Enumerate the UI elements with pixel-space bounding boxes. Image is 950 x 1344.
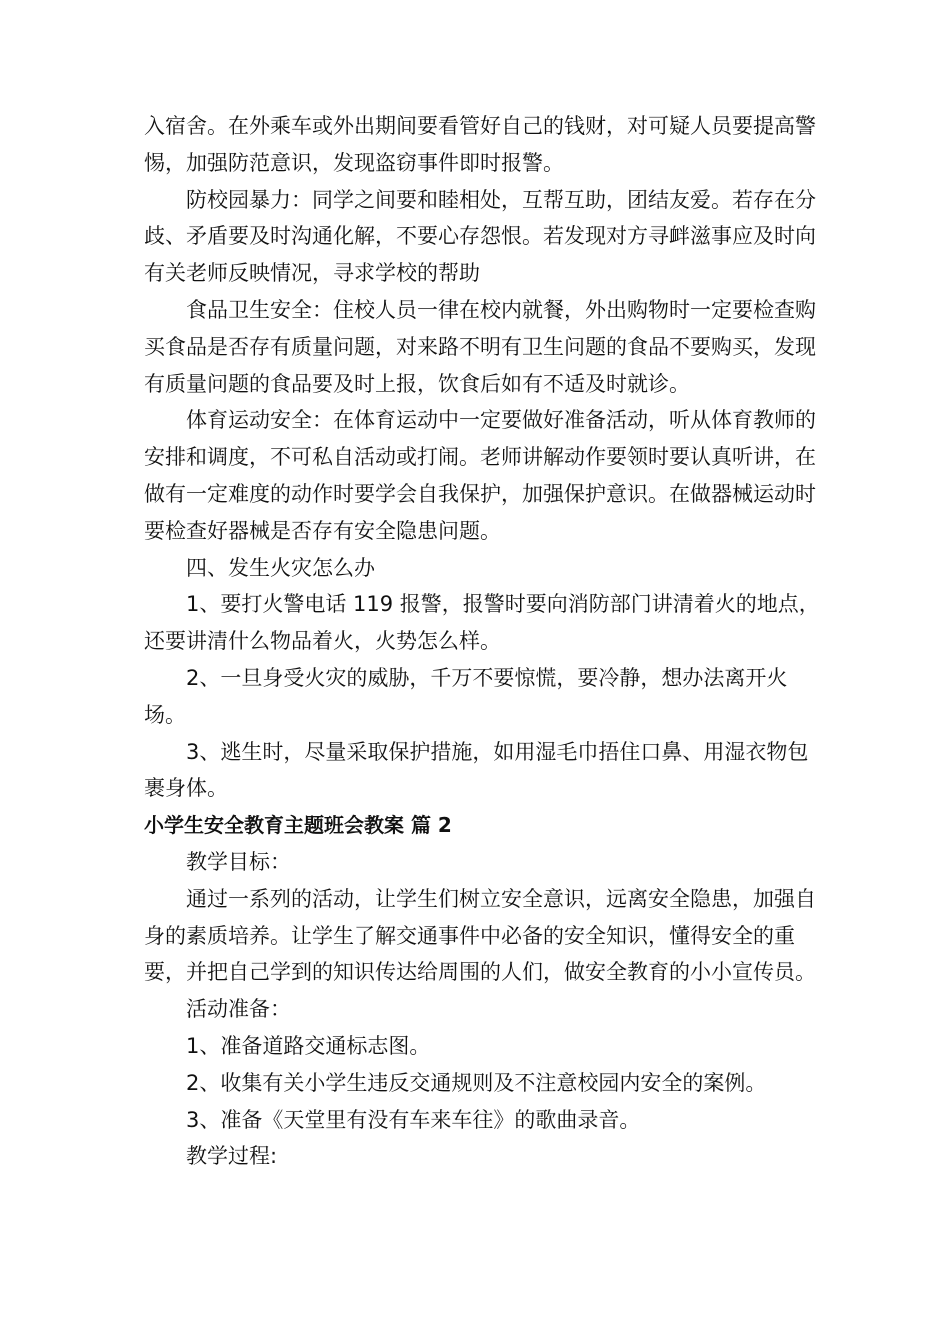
paragraph-teaching-process-label: 教学过程:	[186, 1144, 278, 1169]
paragraph-prep-step-2: 2、收集有关小学生违反交通规则及不注意校园内安全的案例。	[186, 1070, 767, 1095]
document-page	[144, 108, 824, 1175]
paragraph-food-safety: 食品卫生安全：住校人员一律在校内就餐，外出购物时一定要检查购买食品是否存有质量问题，对来路不明有卫生问题的食品不要购买，发现有质量问题的食品要及时上报，饮食后如有不适及时就诊。	[144, 297, 816, 396]
paragraph-fire-heading: 四、发生火灾怎么办	[186, 555, 375, 580]
paragraph-theft-safety: 入宿舍。在外乘车或外出期间要看管好自己的钱财，对可疑人员要提高警惕，加强防范意识，发现盗窃事件即时报警。	[144, 114, 816, 175]
paragraph-activity-prep-label: 活动准备：	[186, 997, 291, 1022]
section-heading: 小学生安全教育主题班会教案 篇 2	[144, 813, 452, 838]
paragraph-fire-step-2: 2、一旦身受火灾的威胁，千万不要惊慌，要冷静，想办法离开火场。	[144, 665, 788, 727]
paragraph-teaching-goal-label: 教学目标：	[186, 849, 291, 874]
paragraph-fire-step-3: 3、逃生时，尽量采取保护措施，如用湿毛巾捂住口鼻、用湿衣物包裹身体。	[144, 739, 809, 801]
paragraph-teaching-goal: 通过一系列的活动，让学生们树立安全意识，远离安全隐患，加强自身的素质培养。让学生了解交通事件中必备的安全知识，懂得安全的重要，并把自己学到的知识传达给周围的人们，做安全教育的小小宣传员。	[144, 886, 816, 985]
paragraph-fire-step-1: 1、要打火警电话 119 报警，报警时要向消防部门讲清着火的地点，还要讲清什么物品着火，火势怎么样。	[144, 592, 820, 654]
paragraph-prep-step-3: 3、准备《天堂里有没有车来车往》的歌曲录音。	[186, 1107, 641, 1132]
paragraph-school-violence: 防校园暴力：同学之间要和睦相处，互帮互助，团结友爱。若存在分歧、矛盾要及时沟通化解，不要心存怨恨。若发现对方寻衅滋事应及时向有关老师反映情况，寻求学校的帮助	[144, 187, 816, 286]
paragraph-prep-step-1: 1、准备道路交通标志图。	[186, 1033, 431, 1058]
paragraph-sports-safety: 体育运动安全：在体育运动中一定要做好准备活动，听从体育教师的安排和调度，不可私自活动或打闹。老师讲解动作要领时要认真听讲，在做有一定难度的动作时要学会自我保护，加强保护意识。在做器械运动时要检查好器械是否存有安全隐患问题。	[144, 408, 816, 543]
